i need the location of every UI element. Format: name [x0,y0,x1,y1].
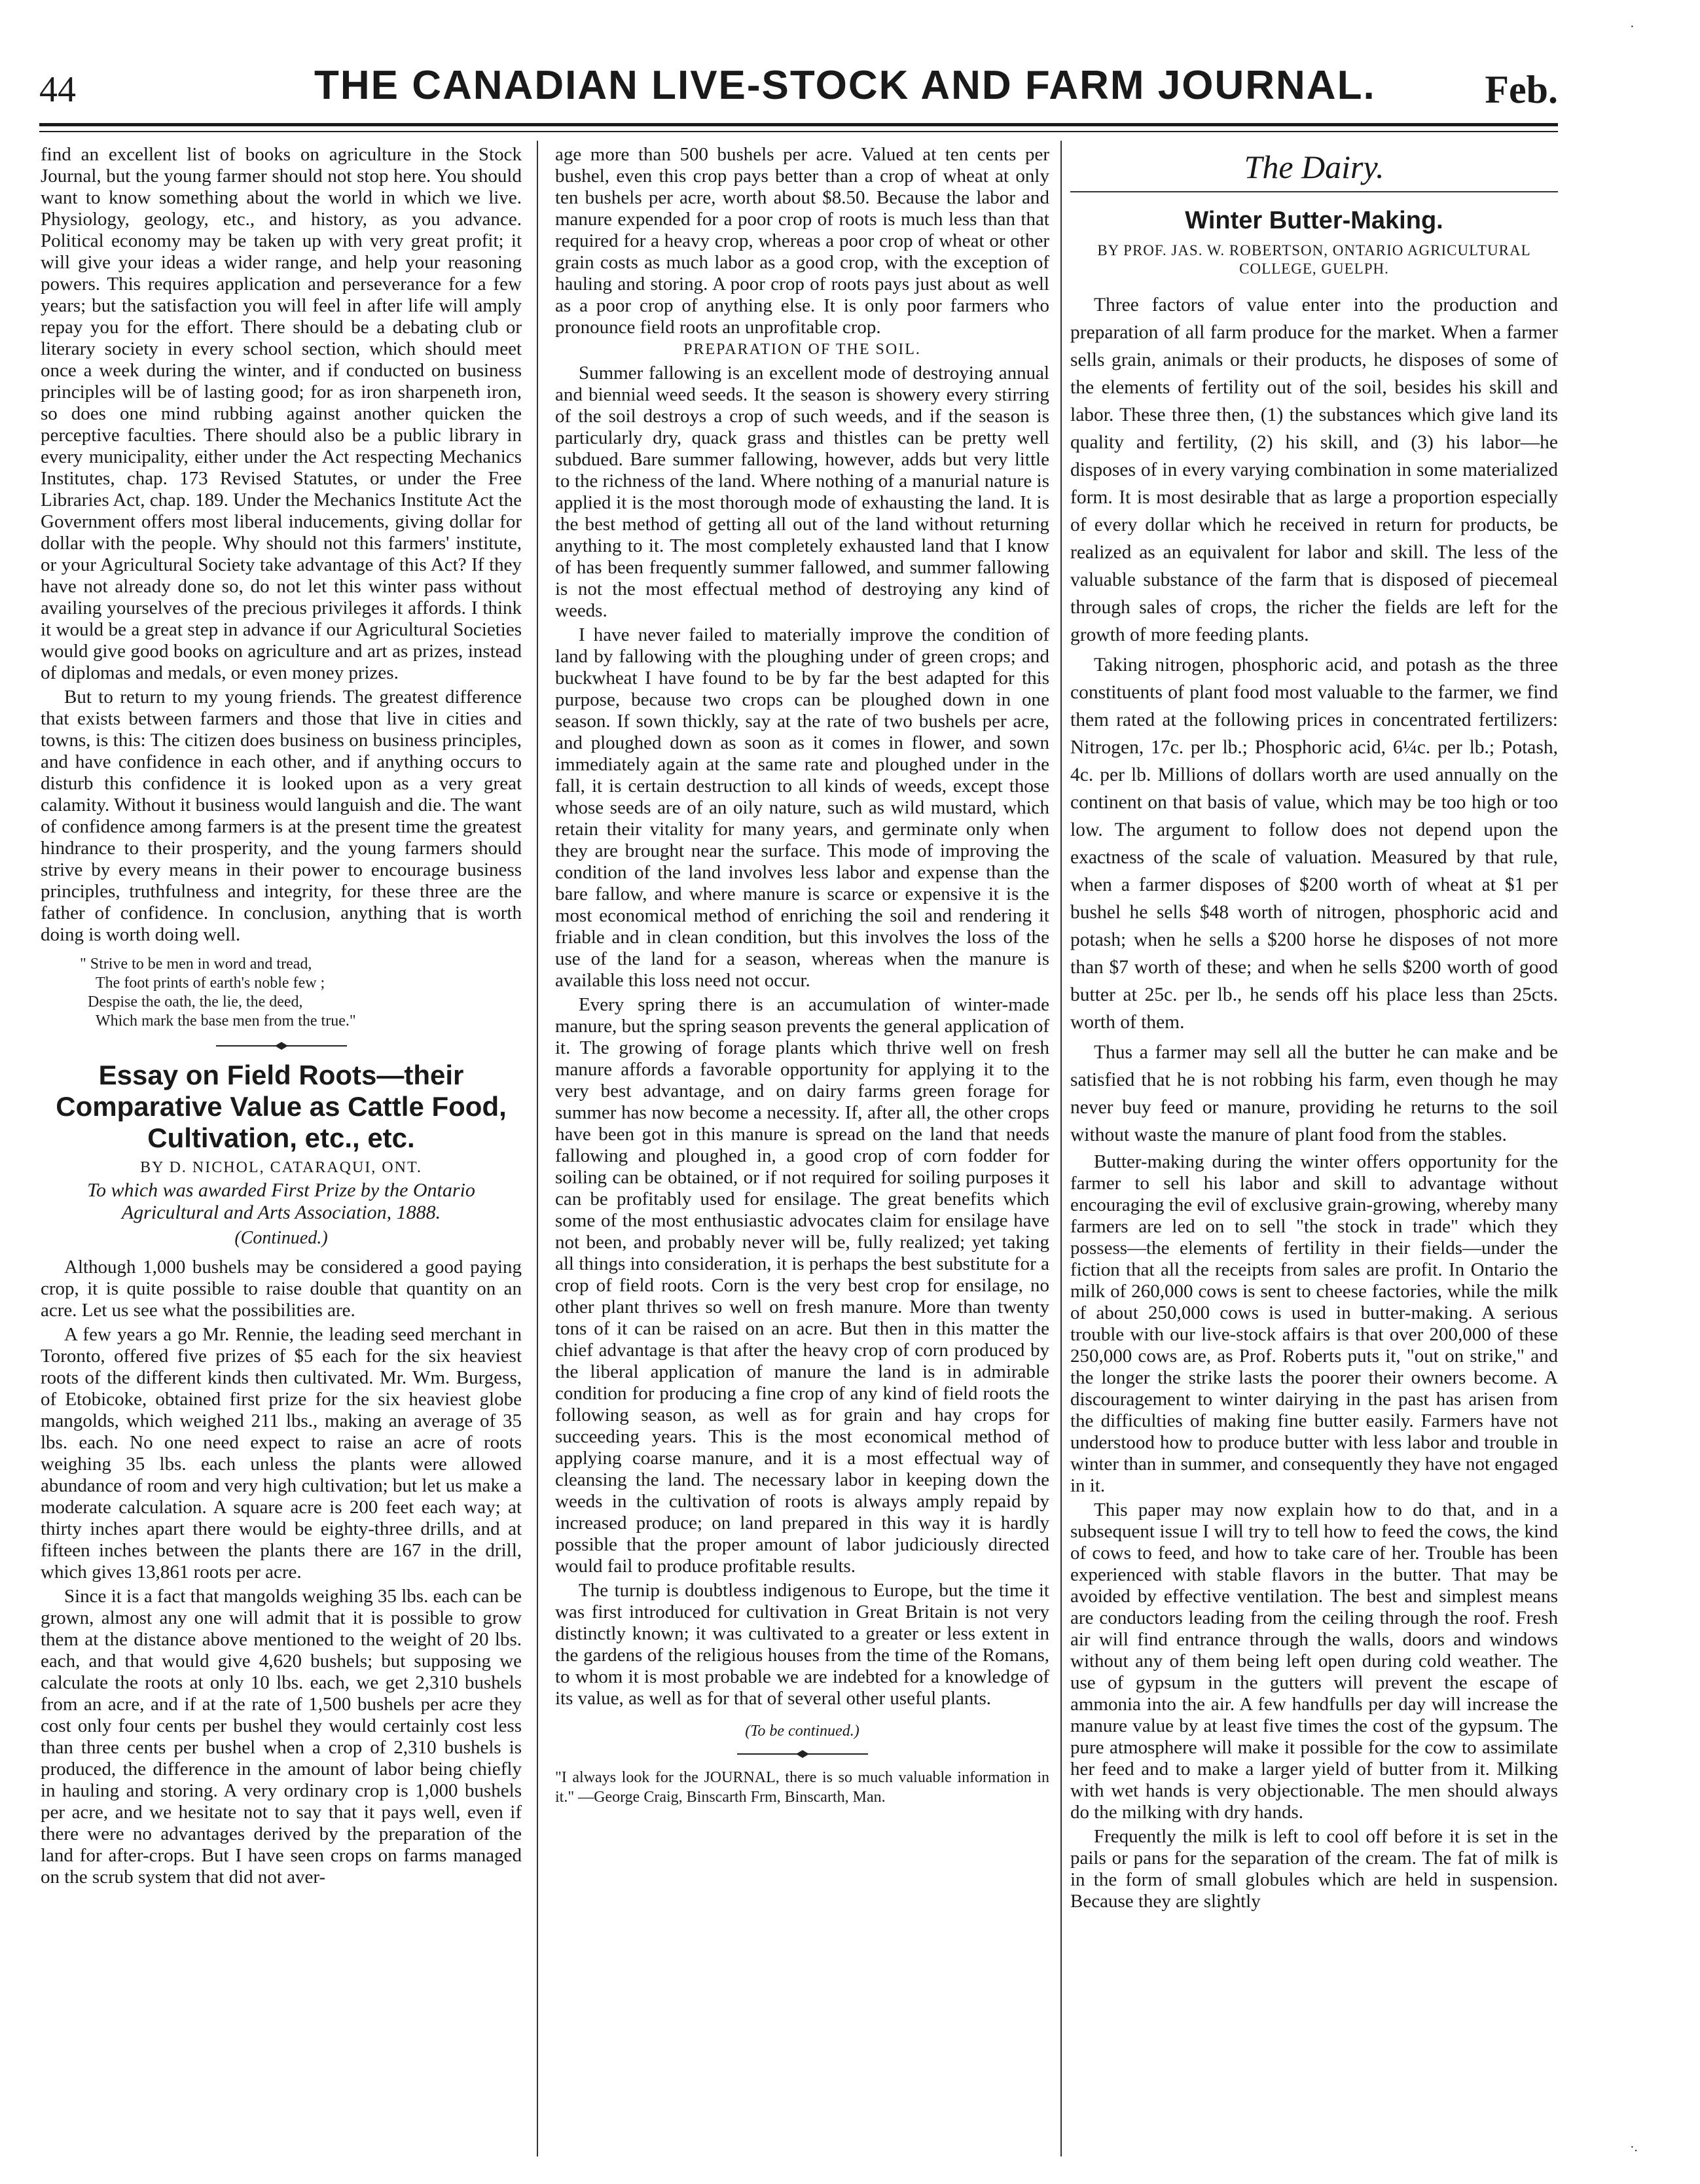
article-paragraph: This paper may now explain how to do that, and in a subsequent issue I will try to tell how to feed the cows, the kind of cows to feed, and how to take care of her. Trouble has been experienced with stable flavors in the butter. That may be avoided by effective ventilation. The best and simplest means are conductors leading from the ceiling through the roof. Fresh air will find entrance through the walls, doors and windows without any of them being left open during cold weather. The use of gypsum in the gutters will prevent the escape of ammonia into the air. A few handfulls per day will increase the manure value by at least five times the cost of the gypsum. The pure atmosphere will make it possible for the cow to assimilate her feed and to make a larger yield of butter from it. Milking with wet hands is very objectionable. The men should always do the milking with dry hands. [1070,1499,1558,1823]
poem-line: Which mark the base men from the true." [96,1012,356,1029]
article-paragraph: Taking nitrogen, phosphoric acid, and potash as the three constituents of plant food most valuable to the farmer, we find them rated at the following prices in concentrated fertilizers: Nitrogen, 17c. per lb.; Phosphoric acid, 6¼c. per lb.; Potash, 4c. per lb. Millions of dollars worth are used annually on the continent on that basis of value, which may be too high or too low. The argument to follow does not depend upon the exactness of the scale of valuation. Measured by that rule, when a farmer disposes of $200 worth of wheat at $1 per bushel he sells $48 worth of nitrogen, phosphoric acid and potash; when he sells a $200 horse he disposes of not more than $7 worth of these; and when he sells $200 worth of good butter at 25c. per lb., he sends off his place less than 25cts. worth of them. [1070,654,1558,1033]
essay-paragraph: Since it is a fact that mangolds weighing 35 lbs. each can be grown, almost any one will admit that it is possible to grow them at the distance above mentioned to the weight of 20 lbs. each, and that would give 4,620 bushels; but supposing we calculate the roots at only 10 lbs. each, we get 2,310 bushels from an acre, and if at the rate of 1,500 bushels per acre they cost only four cents per bushel they would certainly cost less than three cents per bushel when a crop of 2,310 bushels is produced, the difference in the amount of labor being chiefly in hauling and storing. A very ordinary crop is 1,000 bushels per acre, and we hesitate not to say that it pays well, even if there were no advantages derived by the preparation of the land for after-crops. But I have seen crops on farms managed on the scrub system that did not aver- [41,1586,522,1888]
essay-byline: BY D. NICHOL, CATARAQUI, ONT. [140,1159,422,1176]
essay-prize-note: To which was awarded First Prize by the Ontario Agricultural and Arts Association, 1888. [87,1179,475,1223]
journal-title: THE CANADIAN LIVE-STOCK AND FARM JOURNAL. [314,63,1376,108]
body-paragraph: Summer fallowing is an excellent mode of destroying annual and biennial weed seeds. It the season is showery every stirring of the soil destroys a crop of such weeds, and if the season is particularly dry, quack grass and thistles can be pretty well subdued. Bare summer fallowing, however, adds but very little to the richness of the land. Where nothing of a manurial nature is applied it is the most thorough mode of exhausting the land. It is the best method of getting all out of the land without returning anything to it. The most completely exhausted land that I know of has been frequently summer fallowed, and summer fallowing is not the most effectual method of destroying any kind of weeds. [555,363,1049,621]
margin-mark: · [1630,20,1635,34]
column-middle [555,144,1049,1807]
body-paragraph: find an excellent list of books on agriculture in the Stock Journal, but the young farmer should not stop here. You should want to know something about the world in which we live. Physiology, geology, etc., and history, as you advance. Political economy may be taken up with very great profit; it will give your ideas a wider range, and help your reasoning powers. This requires application and perseverance for a few years; but the satisfaction you will feel in after life will amply repay you for the effort. There should be a debating club or literary society in every school section, which should meet once a week during the winter, and if conducted on business principles will be of lasting good; for as iron sharpeneth iron, so does one mind rubbing against another quicken the perceptive faculties. There should also be a public library in every municipality, either under the Act respecting Mechanics Institutes, chap. 173 Revised Statutes, or under the Free Libraries Act, chap. 189. Under the Mechanics Institute Act the Government offers most liberal inducements, giving dollar for dollar with the people. Why should not this farmers' institute, or your Agricultural Society take advantage of this Act? If they have not already done so, do not let this winter pass without availing yourselves of the precious privileges it affords. I think it would be a great step in advance if our Agricultural Societies would give good books on agriculture and art as prizes, instead of diplomas and medals, or even money prizes. [41,144,522,683]
section-title-dairy: The Dairy. [1244,149,1384,185]
article-paragraph: Butter-making during the winter offers opportunity for the farmer to sell his labor and skill to advantage without encouraging the evil of exclusive grain-growing, whereby many farmers are led on to sell "the stock in trade" which they possess—the elements of fertility in their fields—under the fiction that all the receipts from sales are profit. In Ontario the milk of 260,000 cows is sent to cheese factories, while the milk of about 250,000 cows is used in butter-making. A serious trouble with our live-stock affairs is that over 200,000 of these 250,000 cows are, as Prof. Roberts puts it, "out on strike," and the longer the strike lasts the poorer their owners become. A discouragement to winter dairying in the past has arisen from the difficulties of making fine butter easily. Farmers have not understood how to produce butter with less labor and trouble in winter than in summer, and consequently they have not engaged in it. [1070,1151,1558,1496]
reader-testimonial: "I always look for the JOURNAL, there is so much valuable information in it." —George Craig, Binscarth Frm, Binscarth, Man. [555,1769,1049,1806]
body-paragraph: age more than 500 bushels per acre. Valued at ten cents per bushel, even this crop pays better than a crop of wheat at only ten bushels per acre, worth about $8.50. Because the labor and manure expended for a poor crop of roots is much less than that required for a heavy crop, whereas a poor crop of wheat or other grain costs as much labor as a good crop, with the exception of hauling and storing. A poor crop of roots pays just about as well as a poor crop of anything else. It is only poor farmers who pronounce field roots an unprofitable crop. [555,144,1049,338]
body-paragraph: I have never failed to materially improve the condition of land by fallowing with the ploughing under of green crops; and buckwheat I have found to be by far the best adapted for this purpose, because two crops can be ploughed down in one season. If sown thickly, say at the rate of two bushels per acre, and ploughed down as soon as it comes in flower, and sown immediately again at the same rate and ploughed under in the fall, it is certain destruction to all kinds of weeds, except those whose seeds are of an oily nature, such as wild mustard, which retain their vitality for many years, and germinate only when they are brought near the surface. This mode of improving the condition of the land involves less labor and expense than the bare fallow, and where manure is scarce or expensive it is the most economical method of enriching the soil and rendering it friable and in clean condition, but this involves the loss of the use of the land for a season, whereas when the manure is available this loss need not occur. [555,624,1049,991]
essay-paragraph: Although 1,000 bushels may be considered a good paying crop, it is quite possible to raise double that quantity on an acre. Let us see what the possibilities are. [41,1257,522,1321]
column-right [1070,144,1558,1915]
column-divider [1060,141,1062,2157]
section-subhead: PREPARATION OF THE SOIL. [683,341,921,358]
body-paragraph: The turnip is doubtless indigenous to Europe, but the time it was first introduced for cultivation in Great Britain is not very distinctly known; it was cultivated to a greater or less extent in the gardens of the religious houses from the time of the Romans, to whom it is most probable we are indebted for a knowledge of its value, as well as for that of several other useful plants. [555,1580,1049,1709]
to-be-continued: (To be continued.) [745,1723,859,1740]
body-paragraph: But to return to my young friends. The greatest difference that exists between farmers and those that live in cities and towns, is this: The citizen does business on business principles, and have confidence in each other, and if anything occurs to disturb this confidence it is looked upon as a very great calamity. Without it business would languish and die. The want of confidence among farmers is at the present time the greatest hindrance to their prosperity, and the young farmers should strive by every means in their power to encourage business principles, truthfulness and integrity, for these three are the father of confidence. In conclusion, anything that is worth doing is worth doing well. [41,687,522,945]
poem-line: " Strive to be men in word and tread, [80,956,312,973]
poem-line: Despise the oath, the lie, the deed, [88,994,303,1011]
ornament-divider [41,1041,522,1050]
poem-quote [80,955,522,1031]
column-divider [537,141,538,2157]
article-paragraph: Frequently the milk is left to cool off before it is set in the pails or pans for the separation of the cream. The fat of milk is in the form of small globules which are held in suspension. Because they are slightly [1070,1826,1558,1912]
article-title: Winter Butter-Making. [1185,207,1443,234]
ornament-divider [555,1749,1049,1759]
essay-paragraph: A few years a go Mr. Rennie, the leading seed merchant in Toronto, offered five prizes of $5 each for the six heaviest roots of the different kinds then cultivated. Mr. Wm. Burgess, of Etobicoke, obtained first prize for the six heaviest globe mangolds, which weighed 211 lbs., making an average of 35 lbs. each. No one need expect to raise an acre of roots weighing 35 lbs. each unless the plants were allowed abundance of room and very high cultivation; but let us make a moderate calculation. A square acre is 200 feet each way; at thirty inches apart there would be eighty-three drills, and at fifteen inches between the plants there are 167 in the drill, which gives 13,861 roots per acre. [41,1324,522,1583]
header-rule-thin [39,131,1558,132]
page-number: 44 [39,69,76,110]
section-rule [1070,191,1558,192]
article-paragraph: Three factors of value enter into the production and preparation of all farm produce for the market. When a farmer sells grain, animals or their products, he disposes of some of the elements of fertility out of the soil, besides his skill and labor. These three then, (1) the substances which give land its quality and fertility, (2) his skill, and (3) his labor—he disposes of in every varying combination in some materialized form. It is most desirable that as large a proportion especially of every dollar which he received in return for products, be realized as an equivalent for labor and skill. The less of the valuable substance of the farm that is disposed of piecemeal through sales of crops, the richer the fields are left for the growth of more feeding plants. [1070,295,1558,645]
issue-month: Feb. [1485,68,1558,111]
essay-continued: (Continued.) [234,1228,328,1248]
body-paragraph: Every spring there is an accumulation of winter-made manure, but the spring season prevents the general application of it. The growing of forage plants which thrive well on fresh manure affords a favorable opportunity for applying it to the very best advantage, and on dairy farms green forage for summer has now become a necessity. If, after all, the other crops have been got in this manure is spread on the land that needs fallowing and ploughed in, a good crop of corn fodder for soiling can be obtained, or if not required for soiling purposes it can be profitably used for ensilage. The great benefits which some of the most enthusiastic advocates claim for ensilage have not been, and probably never will be, fully realized; yet taking all things into consideration, it is perhaps the best substitute for a crop of field roots. Corn is the very best crop for ensilage, no other plant thrives so well on fresh manure. More than twenty tons of it can be raised on an acre. But then in this matter the chief advantage is that after the heavy crop of corn produced by the liberal application of manure the land is in admirable condition for producing a fine crop of any kind of field roots the following season, as well as for grain and hay crops for succeeding years. This is the most economical method of applying coarse manure, and it is a most effectual way of cleansing the land. The necessary labor in keeping down the weeds in the cultivation of roots is always amply repaid by increased produce; on land prepared in this way it is hardly possible that the proper amount of labor judiciously directed would fail to produce profitable results. [555,994,1049,1577]
article-paragraph: Thus a farmer may sell all the butter he can make and be satisfied that he is not robbing his farm, even though he may never buy feed or manure, providing he returns to the soil without waste the manure of plant food from the stables. [1070,1042,1558,1145]
header-rule-thick [39,123,1558,126]
column-left [41,144,522,1891]
article-byline: BY PROF. JAS. W. ROBERTSON, ONTARIO AGRICULTURAL COLLEGE, GUELPH. [1097,242,1531,277]
essay-title: Essay on Field Roots—their Comparative Value as Cattle Food, Cultivation, etc., etc. [56,1060,507,1153]
margin-mark: ·. [1630,2140,1638,2155]
poem-line: The foot prints of earth's noble few ; [96,975,325,992]
